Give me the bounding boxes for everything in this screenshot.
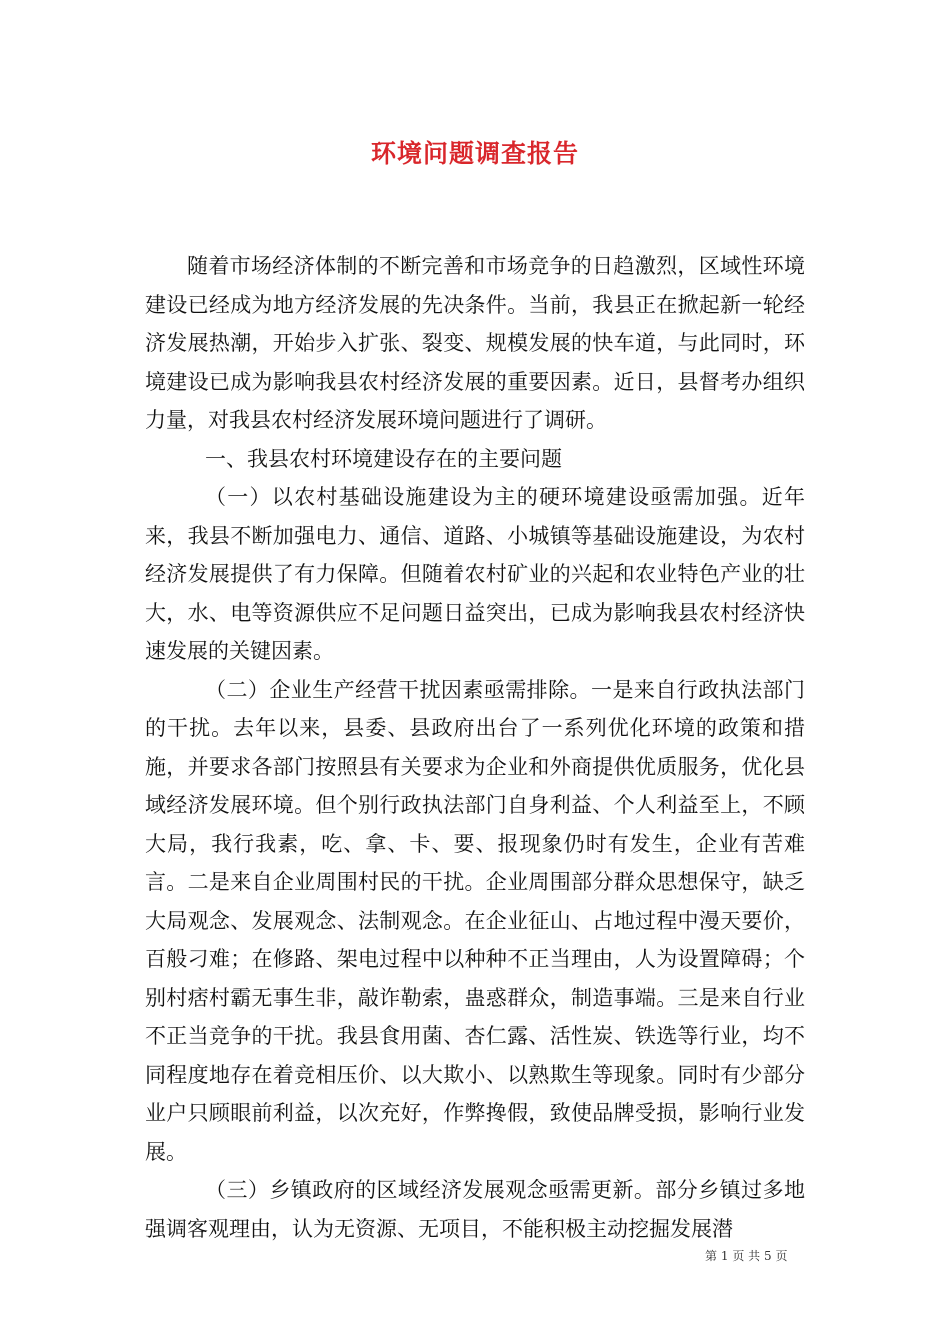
subsection-2-paragraph: （二）企业生产经营干扰因素亟需排除。一是来自行政执法部门的干扰。去年以来，县委、县政府出台了一系列优化环境的政策和措施，并要求各部门按照县有关要求为企业和外商提供优质服务，优化县域经济发展环境。但个别行政执法部门自身利益、个人利益至上，不顾大局，我行我素，吃、拿、卡、要、报现象仍时有发生，企业有苦难言。二是来自企业周围村民的干扰。企业周围部分群众思想保守，缺乏大局观念、发展观念、法制观念。在企业征山、占地过程中漫天要价，百般刁难；在修路、架电过程中以种种不正当理由，人为设置障碍；个别村痞村霸无事生非，敲诈勒索，蛊惑群众，制造事端。三是来自行业不正当竞争的干扰。我县食用菌、杏仁露、活性炭、铁选等行业，均不同程度地存在着竞相压价、以大欺小、以熟欺生等现象。同时有少部分业户只顾眼前利益，以次充好，作弊搀假，致使品牌受损，影响行业发展。	[145, 677, 805, 1164]
document-title: 环境问题调查报告	[370, 139, 579, 168]
section-heading: 一、我县农村环境建设存在的主要问题	[205, 446, 562, 471]
subsection-3-paragraph: （三）乡镇政府的区域经济发展观念亟需更新。部分乡镇过多地强调客观理由，认为无资源、无项目，不能积极主动挖掘发展潜	[145, 1178, 805, 1241]
document-body	[145, 247, 805, 1248]
footer-suffix: 页	[775, 1249, 788, 1263]
footer-current-page: 1	[720, 1249, 729, 1263]
footer-prefix: 第	[705, 1249, 718, 1263]
footer-middle: 页 共	[732, 1249, 761, 1263]
subsection-1-paragraph: （一）以农村基础设施建设为主的硬环境建设亟需加强。近年来，我县不断加强电力、通信、道路、小城镇等基础设施建设，为农村经济发展提供了有力保障。但随着农村矿业的兴起和农业特色产业的壮大，水、电等资源供应不足问题日益突出，已成为影响我县农村经济快速发展的关键因素。	[145, 485, 805, 663]
footer-total-pages: 5	[763, 1249, 772, 1263]
page-number-footer	[705, 1247, 815, 1264]
intro-paragraph: 随着市场经济体制的不断完善和市场竞争的日趋激烈，区域性环境建设已经成为地方经济发展的先决条件。当前，我县正在掀起新一轮经济发展热潮，开始步入扩张、裂变、规模发展的快车道，与此同时，环境建设已成为影响我县农村经济发展的重要因素。近日，县督考办组织力量，对我县农村经济发展环境问题进行了调研。	[145, 254, 805, 432]
